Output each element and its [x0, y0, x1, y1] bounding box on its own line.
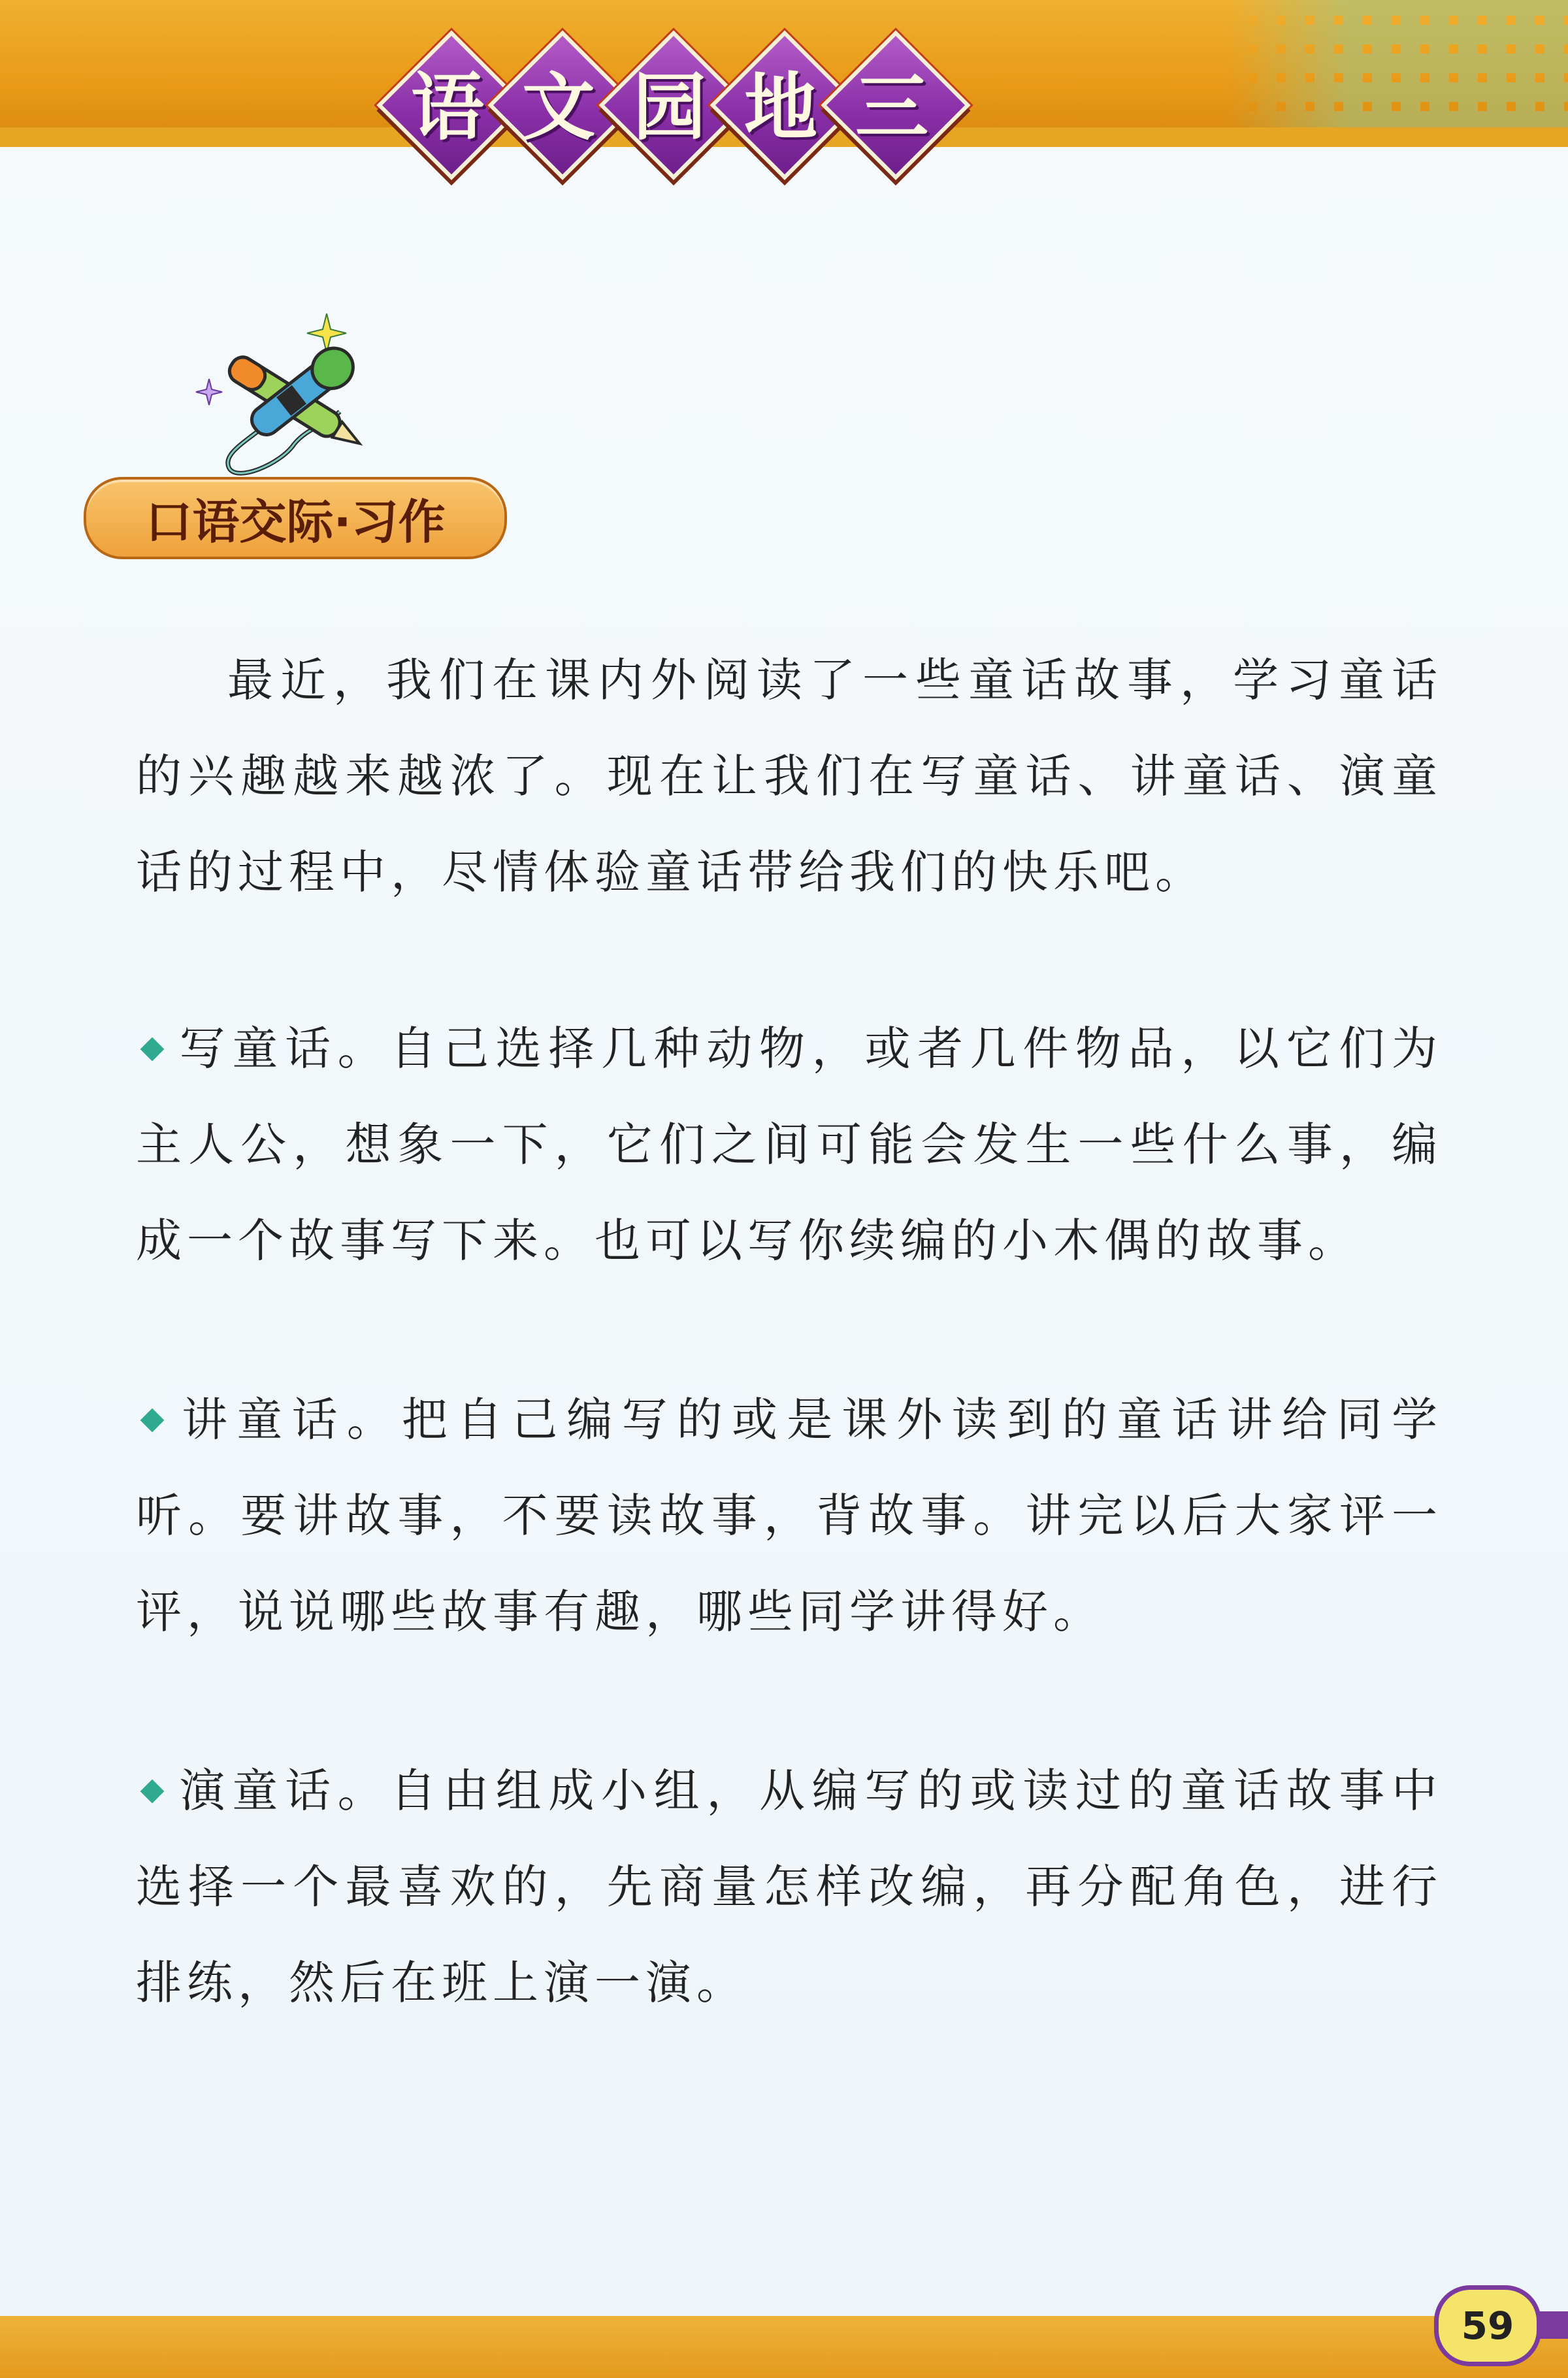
- list-item: [136, 1743, 1443, 2031]
- item-text: 讲童话。把自己编写的或是课外读到的童话讲给同学听。要讲故事，不要读故事，背故事。讲完以后大家评一评，说说哪些故事有趣，哪些同学讲得好。: [136, 1393, 1443, 1638]
- pen-and-microphone-icon: [183, 301, 392, 483]
- page-number: 59: [1434, 2285, 1541, 2366]
- diamond-bullet-icon: [140, 1780, 165, 1804]
- diamond-bullet-icon: [140, 1409, 165, 1433]
- title-char: 园: [633, 65, 706, 150]
- diamond-bullet-icon: [140, 1037, 165, 1062]
- page-title: [379, 33, 1163, 203]
- title-char: 文: [522, 65, 595, 150]
- title-char: 语: [411, 65, 484, 150]
- intro-paragraph: 最近，我们在课内外阅读了一些童话故事，学习童话的兴趣越来越浓了。现在让我们在写童话、讲童话、演童话的过程中，尽情体验童话带给我们的快乐吧。: [136, 653, 1443, 899]
- title-diamond: [823, 33, 960, 170]
- list-item: [136, 1372, 1443, 1660]
- section-badge: 口语交际·习作: [84, 477, 507, 559]
- title-char: 三: [855, 65, 928, 150]
- title-char: 地: [744, 65, 817, 150]
- grid-decoration: [1228, 0, 1568, 131]
- item-text: 写童话。自己选择几种动物，或者几件物品，以它们为主人公，想象一下，它们之间可能会发生一些什么事，编成一个故事写下来。也可以写你续编的小木偶的故事。: [136, 1022, 1443, 1267]
- bottom-banner: [0, 2316, 1568, 2378]
- list-item: [136, 1001, 1443, 1289]
- item-text: 演童话。自由组成小组，从编写的或读过的童话故事中选择一个最喜欢的，先商量怎样改编，再分配角色，进行排练，然后在班上演一演。: [136, 1764, 1443, 2010]
